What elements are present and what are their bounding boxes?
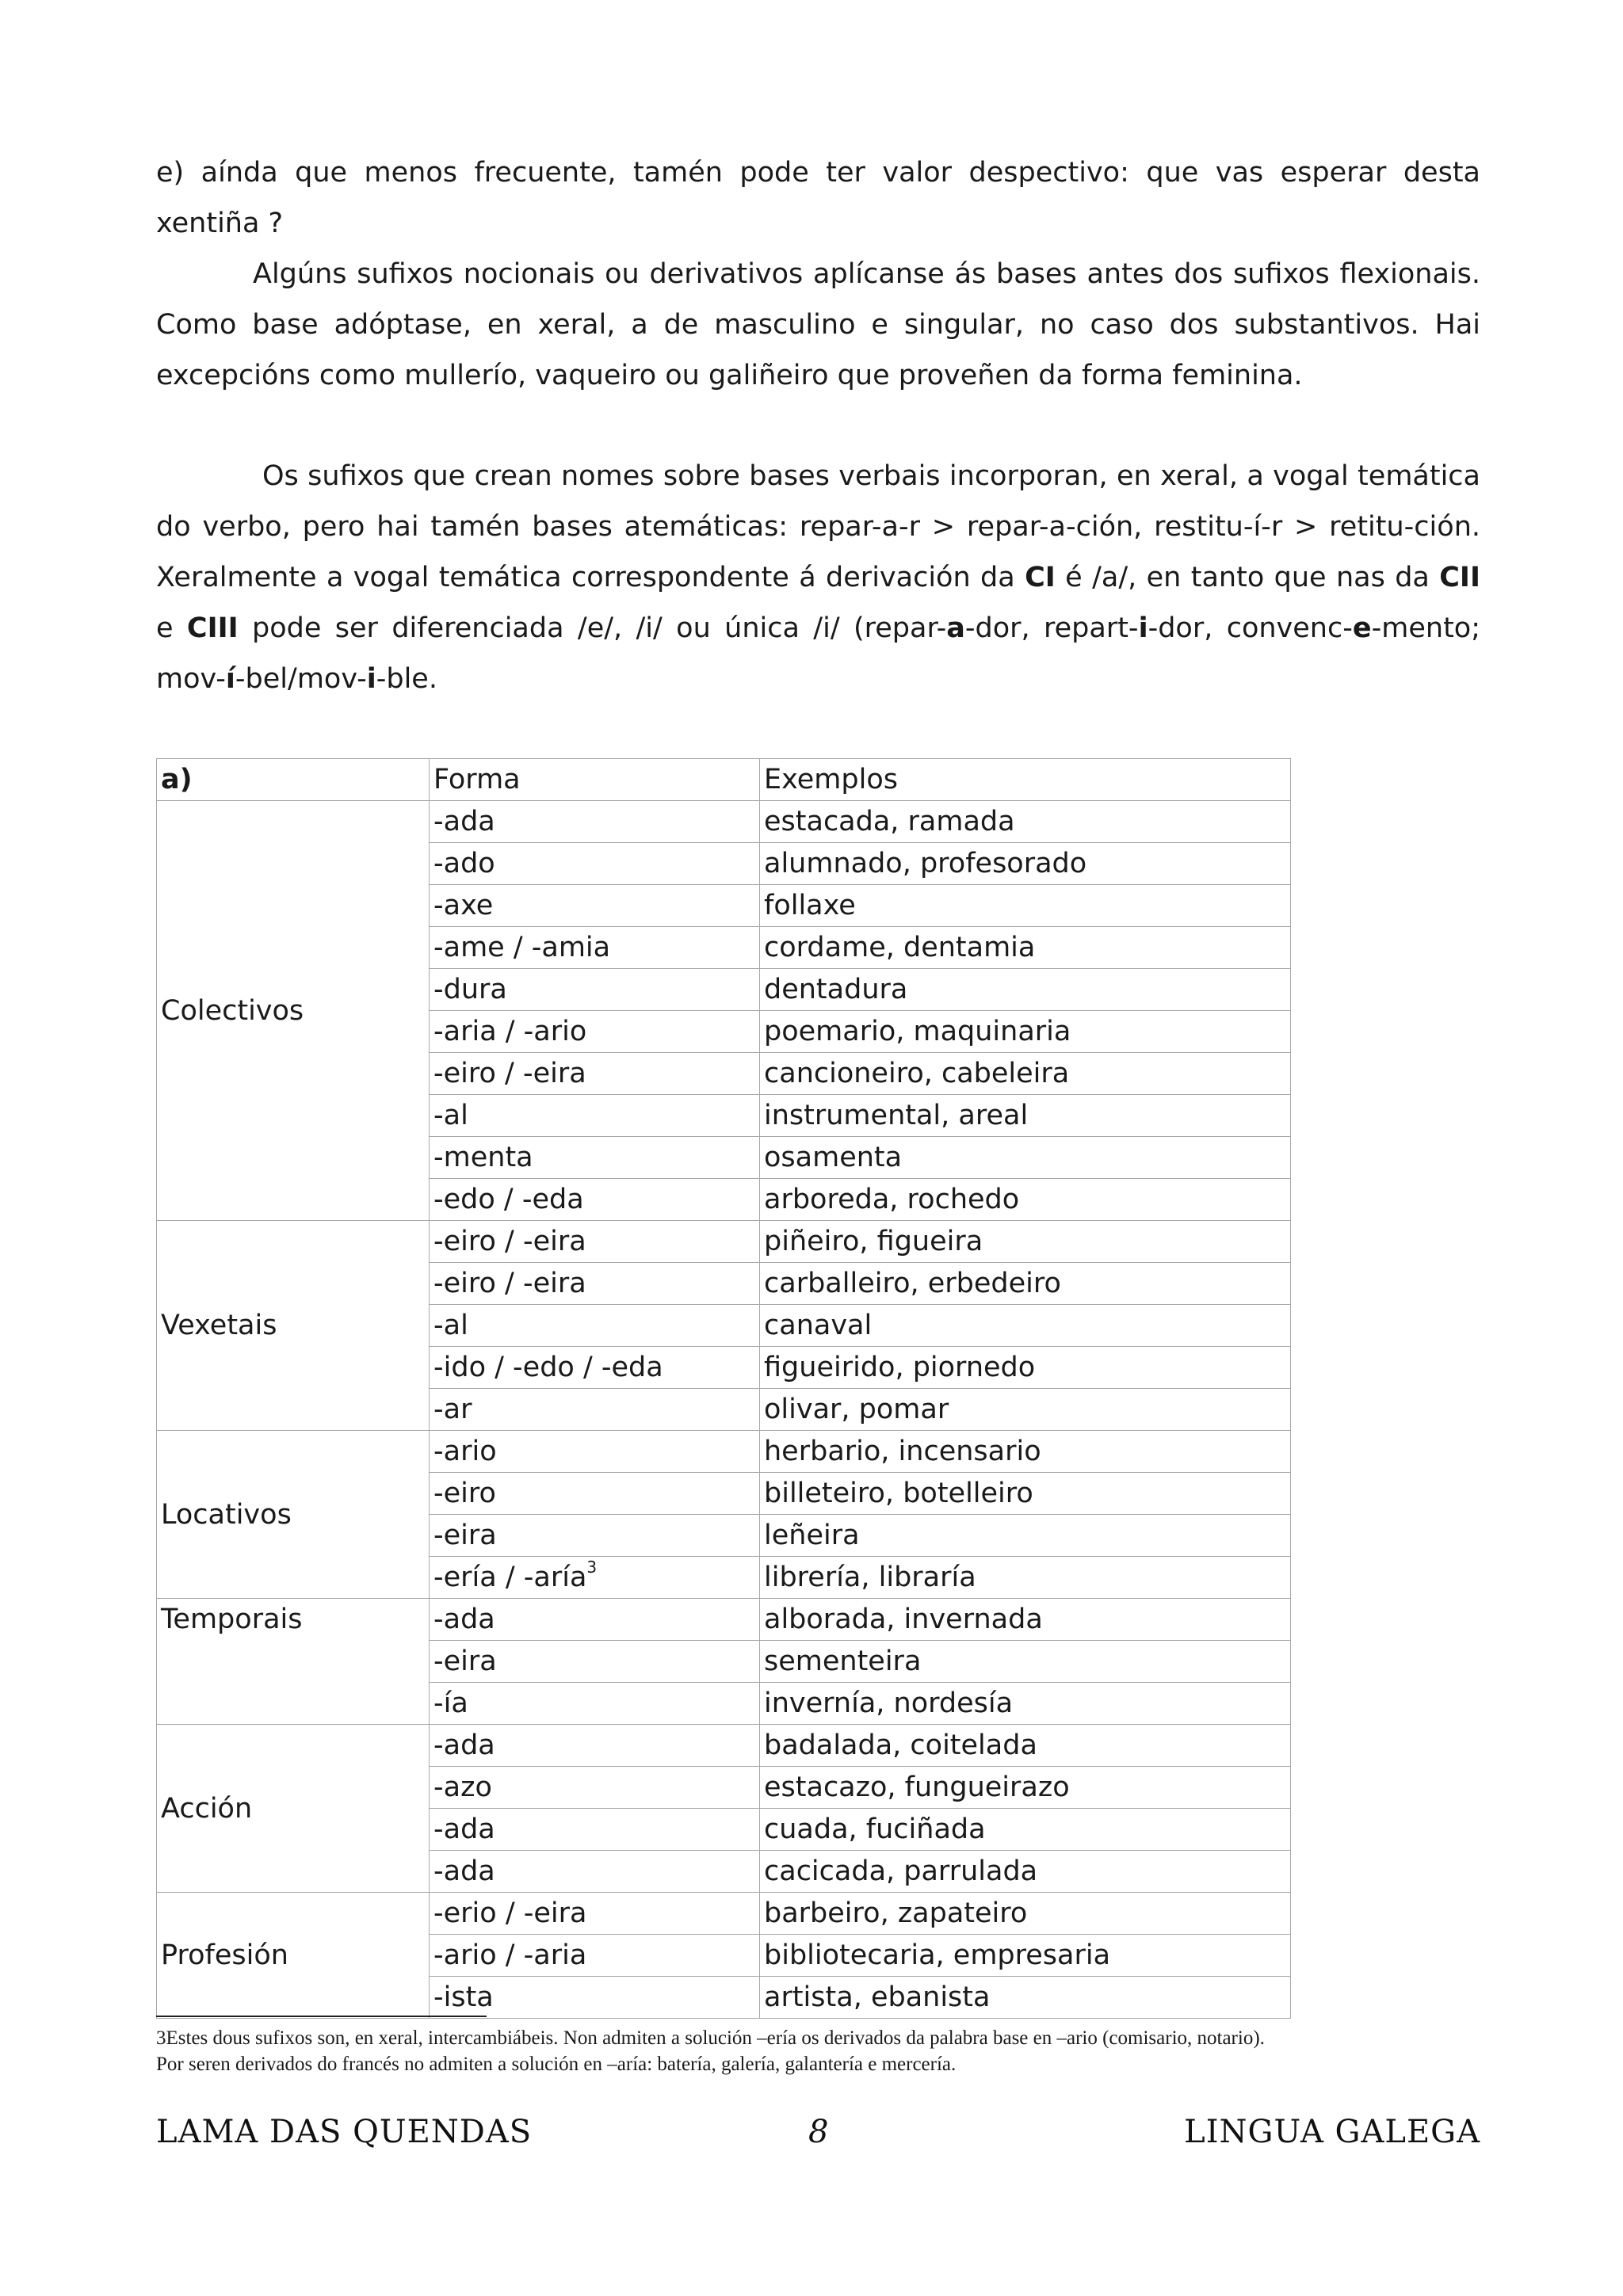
table-cell-forma: [430, 1599, 760, 1641]
table-cell-forma: [430, 1767, 760, 1809]
text-run: Os sufixos que crean nomes sobre bases verbais incorporan, en xeral, a vogal temática do verbo, pero hai tamén bases atemáticas: repar-a-r > repar-a-ción, restitu-í-r > retitu-ción. Xeralmente a vogal temática correspondente á derivación da: [156, 460, 1480, 593]
bold-run: CIII: [186, 612, 239, 644]
table-cell-exemplos: follaxe: [760, 885, 1291, 927]
table-cell-forma: [430, 1137, 760, 1179]
forma-text: -aria / -ario: [433, 1016, 587, 1047]
bold-run: CI: [1025, 562, 1056, 593]
table-group-label: Acción: [157, 1725, 430, 1893]
table-cell-exemplos: cancioneiro, cabeleira: [760, 1053, 1291, 1095]
table-cell-exemplos: leñeira: [760, 1515, 1291, 1557]
table-cell-exemplos: olivar, pomar: [760, 1389, 1291, 1431]
table-row: [157, 1431, 1291, 1473]
forma-text: -ía: [433, 1688, 468, 1719]
text-run: -mento; mov-: [156, 612, 1480, 695]
table-cell-exemplos: cacicada, parrulada: [760, 1851, 1291, 1893]
table-cell-exemplos: arboreda, rochedo: [760, 1179, 1291, 1221]
table-group-label: Temporais: [157, 1599, 430, 1725]
table-cell-forma: [430, 1263, 760, 1305]
table-cell-forma: [430, 927, 760, 969]
text-run: -dor, convenc-: [1148, 612, 1353, 644]
table-cell-forma: [430, 1851, 760, 1893]
forma-text: -ario: [433, 1436, 497, 1467]
forma-text: -azo: [433, 1772, 492, 1803]
table-cell-forma: [430, 1683, 760, 1725]
table-header-forma: Forma: [430, 759, 760, 801]
text-run: -bel/mov-: [235, 663, 367, 695]
forma-text: -eira: [433, 1646, 497, 1677]
footnote-reference: 3: [586, 1558, 598, 1577]
table-group-label: Vexetais: [157, 1221, 430, 1431]
table-cell-exemplos: cordame, dentamia: [760, 927, 1291, 969]
bold-run: a: [946, 612, 965, 644]
table-cell-exemplos: alumnado, profesorado: [760, 843, 1291, 885]
suffix-table: [156, 758, 1291, 2019]
bold-run: i: [1138, 612, 1148, 644]
paragraph-sufixos-verbais: [156, 451, 1480, 704]
table-cell-forma: [430, 1893, 760, 1935]
text-run: é /a/, en tanto que nas da: [1055, 562, 1440, 593]
table-cell-forma: [430, 1977, 760, 2019]
forma-text: -al: [433, 1310, 468, 1341]
table-cell-forma: [430, 1179, 760, 1221]
forma-text: -ido / -edo / -eda: [433, 1352, 663, 1383]
table-cell-forma: [430, 1557, 760, 1599]
table-row: [157, 1221, 1291, 1263]
table-cell-exemplos: alborada, invernada: [760, 1599, 1291, 1641]
table-cell-exemplos: instrumental, areal: [760, 1095, 1291, 1137]
table-cell-forma: [430, 1347, 760, 1389]
forma-text: -edo / -eda: [433, 1184, 584, 1215]
table-cell-exemplos: bibliotecaria, empresaria: [760, 1935, 1291, 1977]
table-cell-exemplos: osamenta: [760, 1137, 1291, 1179]
table-group-label: Profesión: [157, 1893, 430, 2019]
table-cell-forma: [430, 1809, 760, 1851]
forma-text: -ada: [433, 1604, 495, 1635]
forma-text: -ame / -amia: [433, 932, 611, 963]
forma-text: -ada: [433, 806, 495, 837]
table-cell-forma: [430, 1725, 760, 1767]
table-group-label: Locativos: [157, 1431, 430, 1599]
table-cell-forma: [430, 1053, 760, 1095]
table-row: [157, 1893, 1291, 1935]
table-cell-exemplos: artista, ebanista: [760, 1977, 1291, 2019]
table-cell-forma: [430, 1389, 760, 1431]
table-cell-exemplos: canaval: [760, 1305, 1291, 1347]
forma-text: -dura: [433, 974, 507, 1005]
table-cell-forma: [430, 1935, 760, 1977]
table-cell-forma: [430, 885, 760, 927]
text-run: -ble.: [376, 663, 437, 695]
table-group-label: Colectivos: [157, 801, 430, 1221]
footer-right-title: LINGUA GALEGA: [1184, 2114, 1480, 2150]
forma-text: -axe: [433, 890, 494, 921]
paragraph-sufixos-nocionais-text: Algúns sufixos nocionais ou derivativos aplícanse ás bases antes dos sufixos flexionais. Como base adóptase, en xeral, a de masculino e singular, no caso dos substantivos. Hai excepcións como mullerío, vaqueiro ou galiñeiro que proveñen da forma feminina.: [156, 258, 1480, 391]
table-cell-exemplos: librería, libraría: [760, 1557, 1291, 1599]
table-cell-forma: [430, 1473, 760, 1515]
footnote-line-2: Por seren derivados do francés no admiten a solución en –aría: batería, galería, galantería e mercería.: [156, 2054, 957, 2075]
footnote-separator: [156, 2016, 487, 2017]
table-cell-exemplos: cuada, fuciñada: [760, 1809, 1291, 1851]
table-cell-forma: [430, 843, 760, 885]
forma-text: -eira: [433, 1520, 497, 1551]
table-cell-forma: [430, 1515, 760, 1557]
forma-text: -ería / -aría: [433, 1562, 587, 1593]
forma-text: -ada: [433, 1855, 495, 1887]
table-header-group: a): [157, 759, 430, 801]
forma-text: -al: [433, 1100, 468, 1131]
table-cell-exemplos: figueirido, piornedo: [760, 1347, 1291, 1389]
table-row: [157, 1599, 1291, 1641]
table-cell-forma: [430, 1431, 760, 1473]
table-cell-forma: [430, 1641, 760, 1683]
footer-page-number: 8: [808, 2114, 830, 2150]
text-run: pode ser diferenciada /e/, /i/ ou única /i/ (repar-: [238, 612, 947, 644]
table-cell-forma: [430, 1305, 760, 1347]
table-cell-exemplos: barbeiro, zapateiro: [760, 1893, 1291, 1935]
table-header-row: [157, 759, 1291, 801]
table-row: [157, 801, 1291, 843]
forma-text: -ado: [433, 848, 495, 879]
table-cell-exemplos: estacada, ramada: [760, 801, 1291, 843]
text-run: -dor, repart-: [964, 612, 1139, 644]
table-cell-forma: [430, 1221, 760, 1263]
table-header-exemplos: Exemplos: [760, 759, 1291, 801]
forma-text: -eiro: [433, 1478, 496, 1509]
footnote: [156, 2025, 1503, 2077]
table-cell-exemplos: invernía, nordesía: [760, 1683, 1291, 1725]
forma-text: -ada: [433, 1730, 495, 1761]
bold-run: í: [225, 663, 235, 695]
table-cell-forma: [430, 801, 760, 843]
forma-text: -ar: [433, 1394, 472, 1425]
table-row: [157, 1725, 1291, 1767]
forma-text: -eiro / -eira: [433, 1058, 586, 1089]
forma-text: -menta: [433, 1142, 533, 1173]
table-cell-forma: [430, 1011, 760, 1053]
table-cell-exemplos: poemario, maquinaria: [760, 1011, 1291, 1053]
forma-text: -eiro / -eira: [433, 1268, 586, 1299]
bold-run: CII: [1439, 562, 1480, 593]
table-cell-exemplos: estacazo, fungueirazo: [760, 1767, 1291, 1809]
paragraph-sufixos-nocionais: [156, 249, 1480, 401]
forma-text: -ada: [433, 1814, 495, 1845]
table-cell-forma: [430, 969, 760, 1011]
text-run: e: [156, 612, 187, 644]
table-cell-exemplos: piñeiro, figueira: [760, 1221, 1291, 1263]
table-cell-exemplos: dentadura: [760, 969, 1291, 1011]
forma-text: -ario / -aria: [433, 1939, 587, 1971]
footnote-line-1: 3Estes dous sufixos son, en xeral, intercambiábeis. Non admiten a solución –ería os derivados da palabra base en –ario (comisario, notario).: [156, 2027, 1265, 2049]
table-cell-exemplos: herbario, incensario: [760, 1431, 1291, 1473]
table-cell-exemplos: badalada, coitelada: [760, 1725, 1291, 1767]
footer-left-title: LAMA DAS QUENDAS: [156, 2114, 533, 2150]
table-cell-forma: [430, 1095, 760, 1137]
table-cell-exemplos: billeteiro, botelleiro: [760, 1473, 1291, 1515]
table-cell-exemplos: sementeira: [760, 1641, 1291, 1683]
paragraph-despectivo: e) aínda que menos frecuente, tamén pode ter valor despectivo: que vas esperar desta xentiña ?: [156, 157, 1480, 239]
forma-text: -ista: [433, 1981, 494, 2013]
forma-text: -eiro / -eira: [433, 1226, 586, 1257]
table-cell-exemplos: carballeiro, erbedeiro: [760, 1263, 1291, 1305]
bold-run: i: [366, 663, 376, 695]
bold-run: e: [1352, 612, 1372, 644]
suffix-table-body: [157, 759, 1291, 2019]
forma-text: -erio / -eira: [433, 1897, 587, 1929]
